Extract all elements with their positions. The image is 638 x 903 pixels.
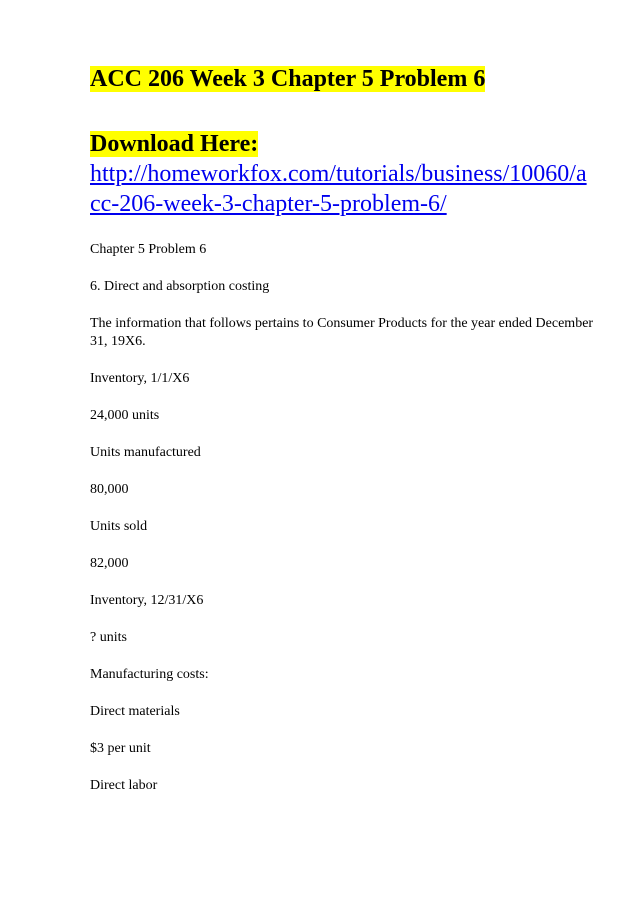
paragraph-intro: The information that follows pertains to Consumer Products for the year ended December 31, 19X6. [90, 316, 594, 349]
download-link[interactable]: http://homeworkfox.com/tutorials/business/10060/acc-206-week-3-chapter-5-problem-6/ [90, 161, 587, 217]
paragraph-units-manufactured: Units manufactured [90, 445, 201, 460]
paragraph-manufacturing-costs: Manufacturing costs: [90, 667, 209, 682]
title-block [90, 64, 610, 94]
paragraph-direct-labor: Direct labor [90, 778, 158, 793]
paragraph-problem-title: 6. Direct and absorption costing [90, 279, 270, 294]
paragraph-inventory-start: Inventory, 1/1/X6 [90, 371, 190, 386]
document-title: ACC 206 Week 3 Chapter 5 Problem 6 [90, 66, 486, 92]
paragraph-direct-materials: Direct materials [90, 704, 180, 719]
paragraph-units-manufactured-value: 80,000 [90, 482, 129, 497]
download-label-block [90, 129, 610, 159]
document-page [90, 64, 610, 795]
paragraph-direct-materials-value: $3 per unit [90, 741, 151, 756]
download-label: Download Here: [90, 131, 259, 157]
paragraph-inventory-end: Inventory, 12/31/X6 [90, 593, 204, 608]
paragraph-inventory-start-value: 24,000 units [90, 408, 160, 423]
paragraph-units-sold-value: 82,000 [90, 556, 129, 571]
paragraph-units-sold: Units sold [90, 519, 148, 534]
paragraph-inventory-end-value: ? units [90, 630, 127, 645]
paragraph-chapter: Chapter 5 Problem 6 [90, 242, 207, 257]
